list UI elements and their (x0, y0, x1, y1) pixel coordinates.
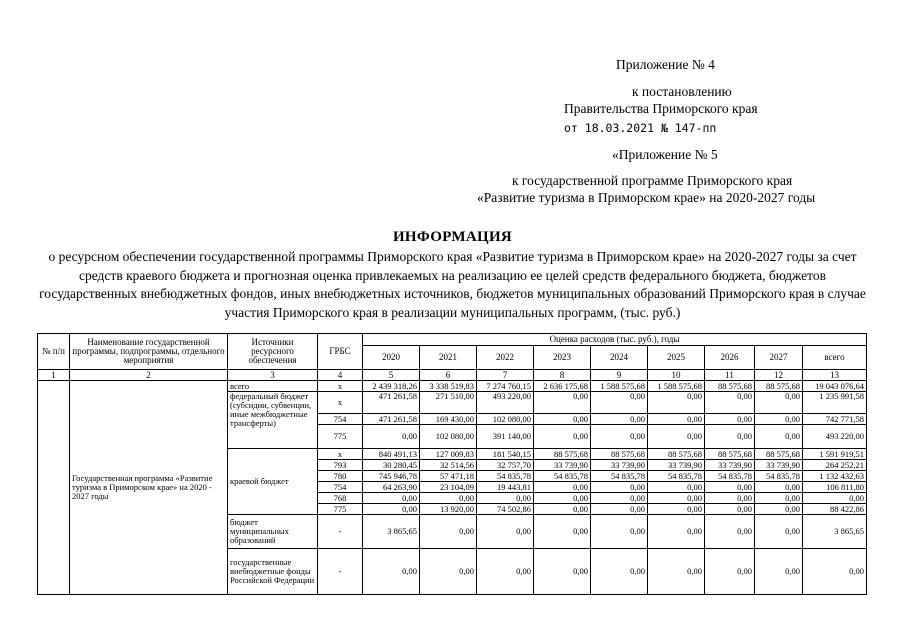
value-cell: 0,00 (705, 504, 755, 515)
value-cell: 0,00 (803, 493, 867, 504)
year-2020: 2020 (363, 346, 420, 370)
appendix-5: «Приложение № 5 (612, 147, 718, 162)
value-cell: 19 443,81 (477, 482, 534, 493)
grbs-cell: x (318, 381, 363, 392)
value-cell: 0,00 (363, 425, 420, 449)
value-cell: 3 338 519,83 (420, 381, 477, 392)
col-header-grbs: ГРБС (318, 334, 363, 370)
value-cell: 54 835,78 (534, 471, 591, 482)
value-cell: 57 471,18 (420, 471, 477, 482)
value-cell: 0,00 (420, 493, 477, 504)
value-cell: 0,00 (705, 549, 755, 595)
value-cell: 88 575,68 (648, 449, 705, 460)
value-cell: 0,00 (591, 549, 648, 595)
value-cell: 2 636 175,68 (534, 381, 591, 392)
value-cell: 54 835,78 (755, 471, 803, 482)
value-cell: 102 080,00 (477, 414, 534, 425)
value-cell: 2 439 318,26 (363, 381, 420, 392)
year-2023: 2023 (534, 346, 591, 370)
value-cell: 0,00 (420, 549, 477, 595)
year-2022: 2022 (477, 346, 534, 370)
table-row (38, 381, 867, 392)
value-cell: 0,00 (755, 504, 803, 515)
program-ref: к государственной программе Приморского края (512, 173, 793, 188)
appendix-number: Приложение № 4 (616, 57, 715, 72)
value-cell: 181 540,15 (477, 449, 534, 460)
value-cell: 1 591 919,51 (803, 449, 867, 460)
col-number: 11 (705, 370, 755, 381)
doc-title: ИНФОРМАЦИЯ (392, 229, 513, 245)
year-2021: 2021 (420, 346, 477, 370)
value-cell: 88 422,86 (803, 504, 867, 515)
col-header-estimate: Оценка расходов (тыс. руб.), годы (363, 334, 867, 346)
value-cell: 0,00 (591, 504, 648, 515)
grbs-cell: 775 (318, 425, 363, 449)
value-cell: 106 811,80 (803, 482, 867, 493)
value-cell: 0,00 (477, 515, 534, 549)
value-cell: 0,00 (591, 414, 648, 425)
value-cell: 0,00 (705, 482, 755, 493)
value-cell: 88 575,68 (705, 449, 755, 460)
grbs-cell: 768 (318, 493, 363, 504)
value-cell: 169 430,00 (420, 414, 477, 425)
value-cell: 1 588 575,68 (648, 381, 705, 392)
col-number: 7 (477, 370, 534, 381)
value-cell: 0,00 (755, 414, 803, 425)
value-cell: 0,00 (477, 549, 534, 595)
value-cell: 0,00 (705, 414, 755, 425)
value-cell: 54 835,78 (648, 471, 705, 482)
row-number-cell (38, 381, 70, 595)
value-cell: 0,00 (705, 515, 755, 549)
col-header-name: Наименование государственной программы, подпрограммы, отдельного мероприятия (70, 334, 228, 370)
value-cell: 391 140,00 (477, 425, 534, 449)
value-cell: 0,00 (591, 493, 648, 504)
value-cell: 1 235 991,58 (803, 392, 867, 414)
value-cell: 88 575,68 (591, 449, 648, 460)
value-cell: 264 252,21 (803, 460, 867, 471)
resolution-ref: к постановлению (632, 84, 732, 99)
col-number: 10 (648, 370, 705, 381)
col-number: 13 (803, 370, 867, 381)
program-name-cell: Государственная программа «Развитие туризма в Приморском крае» на 2020 - 2027 годы (70, 381, 228, 595)
value-cell: 74 502,86 (477, 504, 534, 515)
value-cell: 0,00 (534, 549, 591, 595)
value-cell: 0,00 (755, 493, 803, 504)
value-cell: 0,00 (648, 425, 705, 449)
value-cell: 3 865,65 (803, 515, 867, 549)
value-cell: 471 261,58 (363, 414, 420, 425)
value-cell: 7 274 760,15 (477, 381, 534, 392)
col-number: 12 (755, 370, 803, 381)
value-cell: 88 575,68 (534, 449, 591, 460)
value-cell: 0,00 (803, 549, 867, 595)
col-number: 6 (420, 370, 477, 381)
value-cell: 13 920,00 (420, 504, 477, 515)
col-header-num: № п/п (38, 334, 70, 370)
value-cell: 0,00 (477, 493, 534, 504)
value-cell: 127 009,83 (420, 449, 477, 460)
col-number: 8 (534, 370, 591, 381)
value-cell: 54 835,78 (705, 471, 755, 482)
value-cell: 0,00 (648, 504, 705, 515)
year-2024: 2024 (591, 346, 648, 370)
value-cell: 840 491,13 (363, 449, 420, 460)
value-cell: 0,00 (534, 392, 591, 414)
value-cell: 102 080,00 (420, 425, 477, 449)
year-total: всего (803, 346, 867, 370)
col-header-source: Источники ресурсного обеспечения (228, 334, 318, 370)
program-title: «Развитие туризма в Приморском крае» на 2020-2027 годы (477, 190, 816, 205)
value-cell: 33 739,90 (705, 460, 755, 471)
value-cell: 0,00 (648, 493, 705, 504)
value-cell: 1 588 575,68 (591, 381, 648, 392)
value-cell: 19 043 076,64 (803, 381, 867, 392)
value-cell: 88 575,68 (755, 449, 803, 460)
grbs-cell: - (318, 515, 363, 549)
grbs-cell: x (318, 392, 363, 414)
value-cell: 0,00 (648, 549, 705, 595)
value-cell: 0,00 (534, 493, 591, 504)
resolution-date: от 18.03.2021 № 147-пп (564, 121, 717, 135)
government-name: Правительства Приморского края (564, 101, 758, 116)
value-cell: 0,00 (591, 482, 648, 493)
grbs-cell: 793 (318, 460, 363, 471)
value-cell: 471 261,58 (363, 392, 420, 414)
value-cell: 0,00 (755, 482, 803, 493)
value-cell: 0,00 (363, 549, 420, 595)
value-cell: 0,00 (591, 425, 648, 449)
value-cell: 33 739,90 (648, 460, 705, 471)
value-cell: 88 575,68 (705, 381, 755, 392)
value-cell: 1 132 432,63 (803, 471, 867, 482)
col-number: 4 (318, 370, 363, 381)
source-cell: государственные внебюджетные фонды Российской Федерации (228, 549, 318, 595)
resource-table (37, 333, 867, 595)
year-2025: 2025 (648, 346, 705, 370)
value-cell: 0,00 (648, 515, 705, 549)
value-cell: 0,00 (648, 482, 705, 493)
grbs-cell: - (318, 549, 363, 595)
value-cell: 33 739,90 (755, 460, 803, 471)
doc-description: о ресурсном обеспечении государственной программы Приморского края «Развитие туризма в Приморском крае» на 2020-2027 годы за счет средств краевого бюджета и прогнозная оценка привлекаемых на реализацию ее целей средств федерального бюджета, бюджетов государственных внебюджетных фондов, иных внебюджетных источников, бюджетов муниципальных образований Приморского края в случае участия Приморского края в реализации муниципальных программ, (тыс. руб.) (39, 249, 866, 320)
value-cell: 0,00 (755, 515, 803, 549)
grbs-cell: 754 (318, 414, 363, 425)
value-cell: 54 835,78 (591, 471, 648, 482)
source-cell: бюджет муниципальных образований (228, 515, 318, 549)
value-cell: 0,00 (534, 414, 591, 425)
value-cell: 493 220,00 (477, 392, 534, 414)
value-cell: 32 514,56 (420, 460, 477, 471)
value-cell: 742 771,58 (803, 414, 867, 425)
value-cell: 0,00 (705, 392, 755, 414)
value-cell: 0,00 (534, 425, 591, 449)
grbs-cell: 780 (318, 471, 363, 482)
value-cell: 0,00 (591, 392, 648, 414)
value-cell: 0,00 (648, 414, 705, 425)
grbs-cell: 775 (318, 504, 363, 515)
grbs-cell: x (318, 449, 363, 460)
source-cell: краевой бюджет (228, 449, 318, 515)
value-cell: 0,00 (534, 515, 591, 549)
value-cell: 32 757,70 (477, 460, 534, 471)
value-cell: 3 865,65 (363, 515, 420, 549)
col-number: 3 (228, 370, 318, 381)
col-number: 2 (70, 370, 228, 381)
value-cell: 0,00 (363, 493, 420, 504)
value-cell: 271 510,00 (420, 392, 477, 414)
source-cell: всего (228, 381, 318, 392)
value-cell: 0,00 (591, 515, 648, 549)
value-cell: 493 220,00 (803, 425, 867, 449)
value-cell: 0,00 (534, 482, 591, 493)
value-cell: 88 575,68 (755, 381, 803, 392)
value-cell: 0,00 (705, 425, 755, 449)
value-cell: 0,00 (755, 549, 803, 595)
value-cell: 30 280,45 (363, 460, 420, 471)
col-number: 1 (38, 370, 70, 381)
value-cell: 54 835,78 (477, 471, 534, 482)
year-2026: 2026 (705, 346, 755, 370)
value-cell: 0,00 (420, 515, 477, 549)
value-cell: 33 739,90 (534, 460, 591, 471)
source-cell: федеральный бюджет (субсидии, субвенции, иные межбюджетные трансферты) (228, 392, 318, 449)
value-cell: 0,00 (648, 392, 705, 414)
col-number: 5 (363, 370, 420, 381)
value-cell: 0,00 (705, 493, 755, 504)
value-cell: 23 104,09 (420, 482, 477, 493)
value-cell: 0,00 (363, 504, 420, 515)
grbs-cell: 754 (318, 482, 363, 493)
value-cell: 0,00 (755, 425, 803, 449)
value-cell: 0,00 (534, 504, 591, 515)
value-cell: 64 263,90 (363, 482, 420, 493)
value-cell: 0,00 (755, 392, 803, 414)
value-cell: 745 946,78 (363, 471, 420, 482)
col-number: 9 (591, 370, 648, 381)
value-cell: 33 739,90 (591, 460, 648, 471)
year-2027: 2027 (755, 346, 803, 370)
